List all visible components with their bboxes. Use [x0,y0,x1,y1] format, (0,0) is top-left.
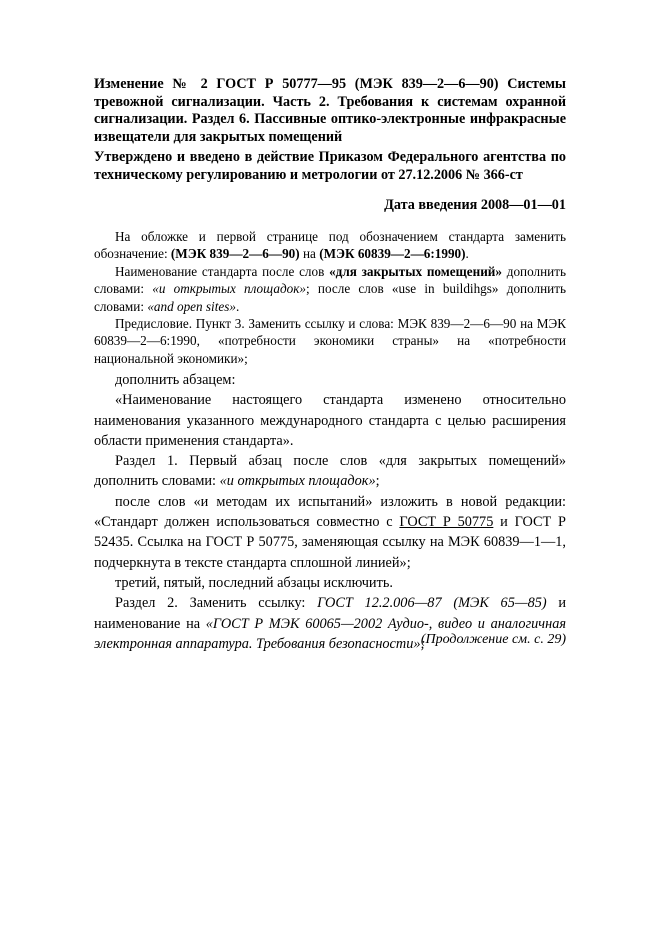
continuation-note: (Продолжение см. с. 29) [420,632,566,647]
text-run: Раздел 1. Первый абзац после слов «для закрытых помещений» дополнить словами: [94,453,566,490]
amendment-title: Изменение № 2 ГОСТ Р 50777—95 (МЭК 839—2—6—90) Системы тревожной сигнализации. Часть 2. Требования к системам охранной сигнализации. Раздел 6. Пассивные оптико-электронные инфракрасные извещатели для закрытых помещений [94,76,566,145]
bold-phrase: «для закрытых помещений» [329,263,502,279]
text-run: На обложке и первой странице под обозначением стандарта заменить обозначение: [94,229,566,262]
paragraph-foreword: Предисловие. Пункт 3. Заменить ссылку и слова: МЭК 839—2—6—90 на МЭК 60839—2—6:1990, «потребности экономики страны» на «потребности национальной экономики»; [94,316,566,366]
italic-phrase: «и открытых площадок» [219,473,376,490]
text-run: Наименование стандарта после слов [115,263,330,279]
large-text-section [94,370,566,654]
paragraph-exclude: третий, пятый, последний абзацы исключить. [115,574,393,591]
text-run: . [235,298,240,314]
text-run: после слов «и методам их испытаний» изложить в новой редакции: «Стандарт должен использоваться совместно с [94,493,566,531]
text-run: ; [375,473,380,490]
italic-phrase: ГОСТ 12.2.006—87 (МЭК 65—85) [317,595,547,612]
paragraph-section-1 [94,451,566,492]
italic-phrase: «и открытых площадок» [152,281,307,297]
paragraph-cover-designation [94,228,566,263]
new-designation: (МЭК 60839—2—6:1990) [319,246,466,262]
text-run: и ГОСТ Р 52435. Ссылка на ГОСТ Р 50775, заменяющая ссылку на МЭК 60839—1—1, подчеркнута в тексте стандарта сплошной линией»; [94,514,566,571]
text-run: на [299,246,320,262]
italic-phrase: «and open sites» [147,298,236,314]
text-run: . [465,246,469,262]
paragraph-quoted-clause: «Наименование настоящего стандарта изменено относительно наименования указанного международного стандарта с целью расширения области применения стандарта». [94,392,566,449]
effective-date: Дата введения 2008—01—01 [384,197,566,213]
italic-phrase: «ГОСТ Р МЭК 60065—2002 Аудио-, видео и аналогичная электронная аппаратура. Требования безопасности»; [94,615,566,652]
paragraph-standard-name [94,263,566,315]
old-designation: (МЭК 839—2—6—90) [170,246,300,262]
approval-statement: Утверждено и введено в действие Приказом Федерального агентства по техническому регулированию и метрологии от 27.12.2006 № 366-ст [94,149,566,183]
small-text-section [94,228,566,367]
paragraph-new-edition [94,492,566,573]
paragraph-add-clause: дополнить абзацем: [115,372,236,388]
text-run: дополнить словами: [94,263,566,297]
text-run: ; после слов «use in buildihgs» дополнить словами: [94,281,566,314]
underlined-reference: ГОСТ Р 50775 [399,514,494,531]
text-run: Раздел 2. Заменить ссылку: [115,595,318,612]
text-run: и наименование на [94,595,566,632]
